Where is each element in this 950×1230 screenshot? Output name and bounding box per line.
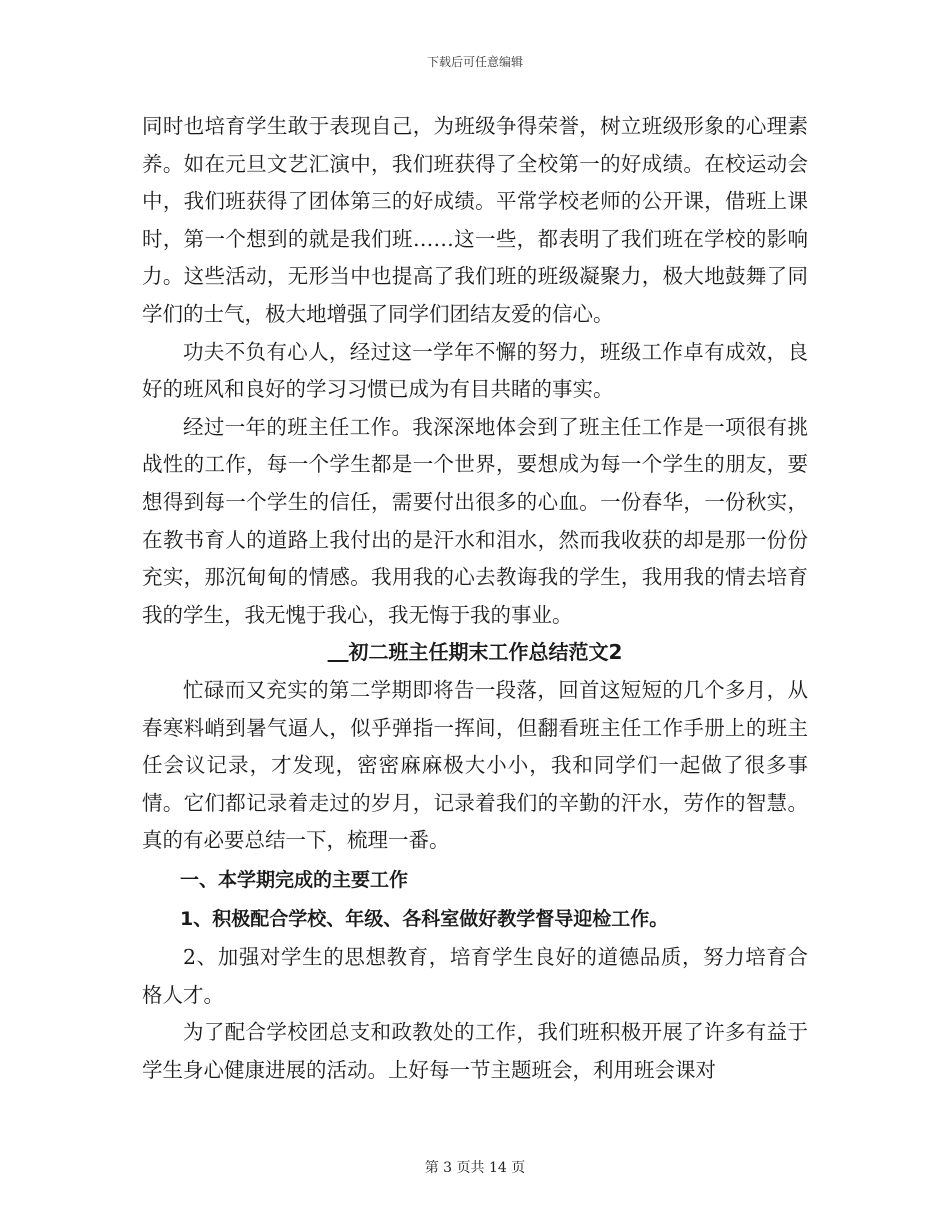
section-title: [142, 634, 808, 672]
heading-main-work: 一、本学期完成的主要工作: [180, 868, 409, 891]
page-footer: 第 3 页共 14 页: [424, 1160, 526, 1176]
paragraph: 经过一年的班主任工作。我深深地体会到了班主任工作是一项很有挑战性的工作，每一个学生都是一个世界，要想成为每一个学生的朋友，要想得到每一个学生的信任，需要付出很多的心血。一份春华，一份秋实，在教书育人的道路上我付出的是汗水和泪水，然而我收获的却是那一份份充实，那沉甸甸的情感。我用我的心去教诲我的学生，我用我的情去培育我的学生，我无愧于我心，我无悔于我的事业。: [142, 414, 808, 627]
paragraph: 为了配合学校团总支和政教处的工作，我们班积极开展了许多有益于学生身心健康进展的活动。上好每一节主题班会，利用班会课对: [142, 1020, 808, 1082]
page-header: 下载后可任意编辑: [426, 55, 523, 69]
heading-item-1: 1、积极配合学校、年级、各科室做好教学督导迎检工作。: [180, 908, 669, 931]
paragraph: 功夫不负有心人，经过这一学年不懈的努力，班级工作卓有成效，良好的班风和良好的学习习惯已成为有目共睹的事实。: [142, 339, 808, 402]
paragraph-continued: 同时也培育学生敢于表现自己，为班级争得荣誉，树立班级形象的心理素养。如在元旦文艺汇演中，我们班获得了全校第一的好成绩。在校运动会中，我们班获得了团体第三的好成绩。平常学校老师的公开课，借班上课时，第一个想到的就是我们班……这一些，都表明了我们班在学校的影响力。这些活动，无形当中也提高了我们班的班级凝聚力，极大地鼓舞了同学们的士气，极大地增强了同学们团结友爱的信心。: [142, 114, 808, 326]
paragraph: 忙碌而又充实的第二学期即将告一段落，回首这短短的几个多月，从春寒料峭到暑气逼人，似乎弹指一挥间，但翻看班主任工作手册上的班主任会议记录，才发现，密密麻麻极大小小，我和同学们一起做了很多事情。它们都记录着走过的岁月，记录着我们的辛勤的汗水，劳作的智慧。真的有必要总结一下，梳理一番。: [142, 677, 808, 853]
paragraph-item-2: 2、加强对学生的思想教育，培育学生良好的道德品质，努力培育合格人才。: [142, 945, 808, 1007]
section-title-text: 初二班主任期末工作总结范文2: [348, 640, 623, 665]
document-body: [142, 108, 808, 1089]
title-blank-underline: [328, 640, 349, 664]
